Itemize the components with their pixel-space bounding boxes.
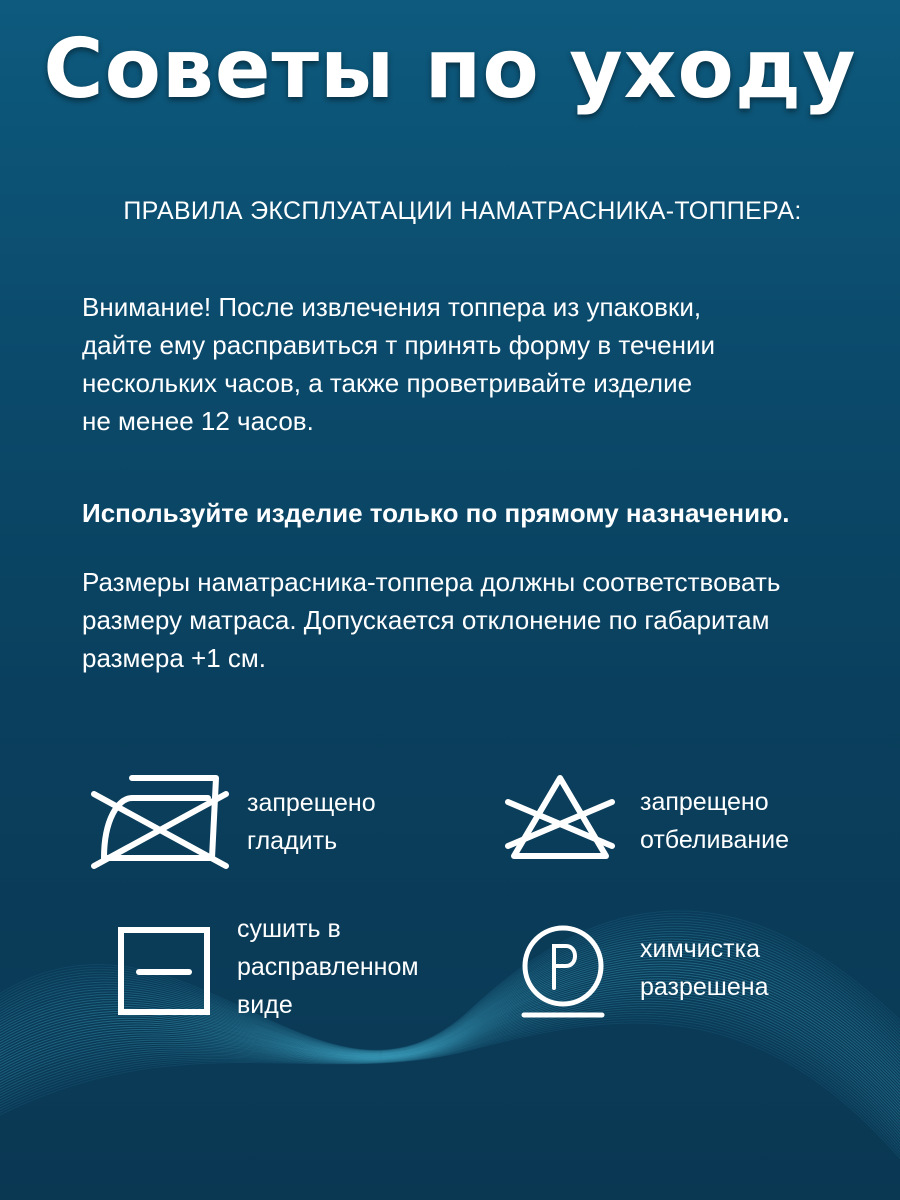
attention-line: нескольких часов, а также проветривайте изделие [82,368,693,398]
size-paragraph [82,563,900,677]
usage-note: Используйте изделие только по прямому назначению. [82,498,790,528]
attention-line: Внимание! После извлечения топпера из упаковки, [82,292,702,322]
care-label-no-bleach [640,783,789,859]
care-label-dry-clean [640,930,768,1006]
care-label-line: запрещено [247,789,376,817]
care-label-line: отбеливание [640,826,790,854]
dry-clean-p-icon [518,922,608,1022]
no-bleach-icon [500,772,620,864]
attention-line: дайте ему расправиться т принять форму в течении [82,330,715,360]
care-label-no-ironing [247,784,376,860]
no-ironing-icon [88,772,238,872]
dry-flat-icon [117,926,213,1018]
subtitle: ПРАВИЛА ЭКСПЛУАТАЦИИ НАМАТРАСНИКА-ТОППЕРА: [123,197,802,225]
care-label-line: разрешена [640,973,769,1001]
care-label-line: сушить в [237,915,341,943]
wave-line [0,999,900,1139]
attention-paragraph [82,288,882,440]
care-label-line: гладить [247,827,338,855]
size-line: Размеры наматрасника-топпера должны соответствовать [82,567,781,597]
care-label-line: химчистка [640,935,760,963]
care-label-line: запрещено [640,788,769,816]
page-title: Советы по уходу [43,22,857,117]
care-label-line: расправленном [237,953,419,981]
attention-line: не менее 12 часов. [82,406,314,436]
care-label-line: виде [237,991,293,1019]
size-line: размеру матраса. Допускается отклонение по габаритам [82,605,770,635]
care-label-dry-flat [237,910,419,1024]
size-line: размера +1 см. [82,643,266,673]
